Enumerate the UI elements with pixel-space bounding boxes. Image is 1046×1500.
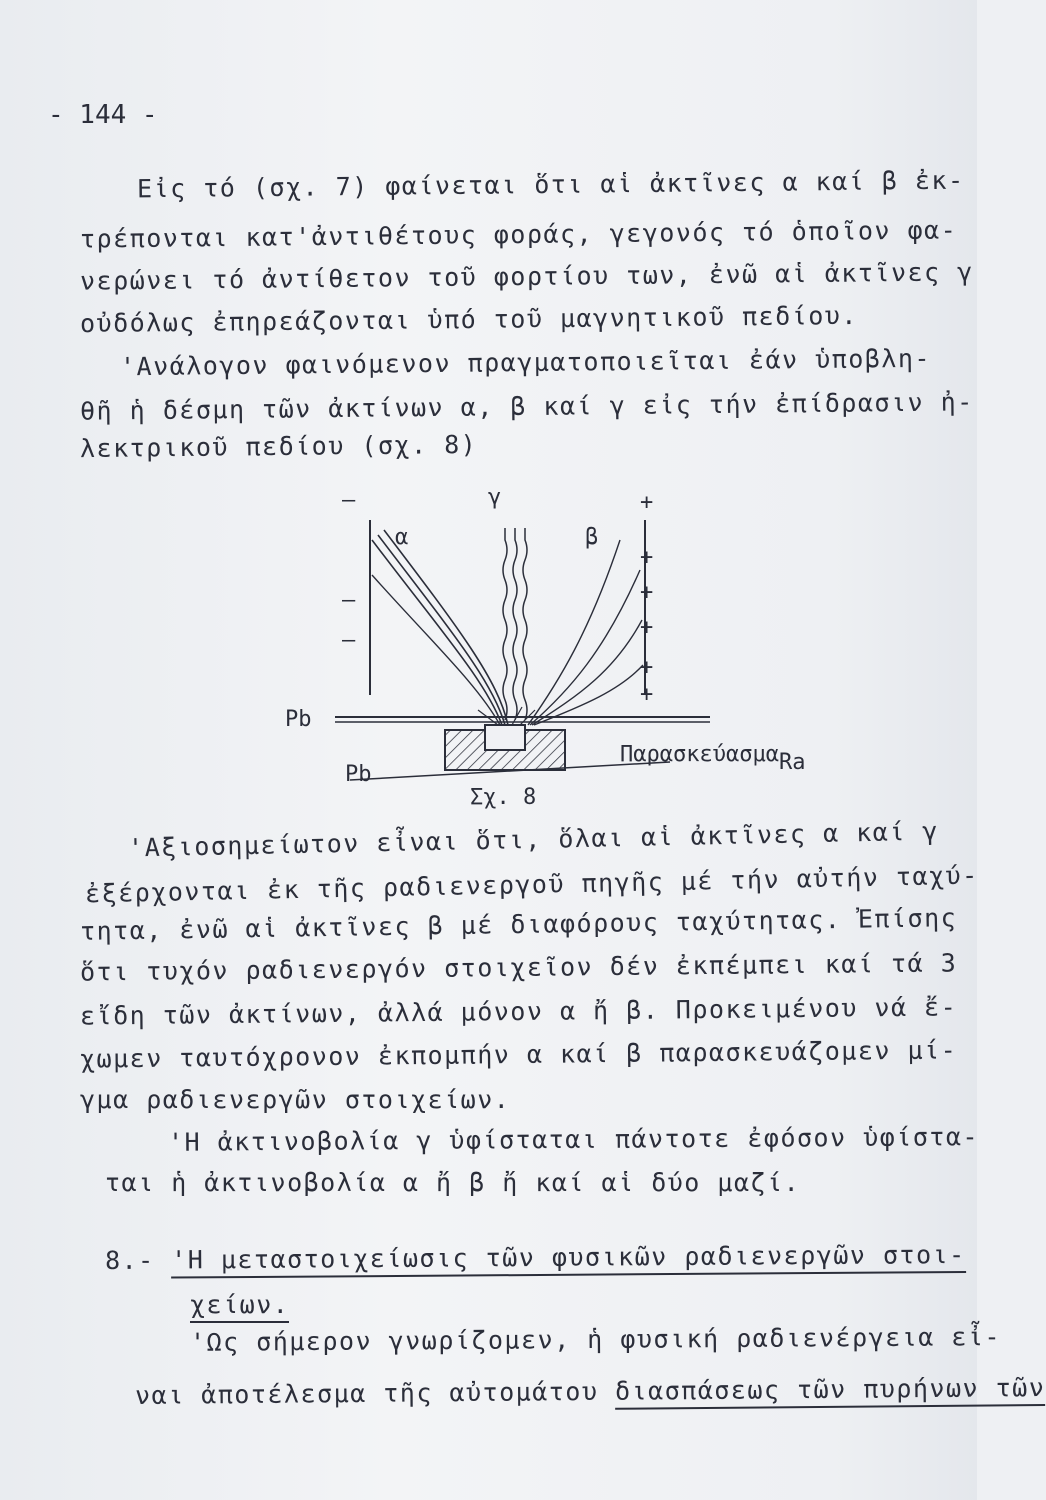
section-heading-continued (190, 1290, 289, 1319)
figure-8-diagram (270, 480, 850, 810)
text-line: ται ἡ ἀκτινοβολία α ἤ β ἤ καί αἱ δύο μαζί. (105, 1168, 801, 1197)
beta-ray (532, 620, 642, 725)
plus-sign: + (640, 615, 654, 640)
gamma-ray (503, 528, 507, 720)
section-title-continued: χείων. (190, 1290, 289, 1323)
alpha-ray (372, 540, 502, 725)
text-line: ὅτι τυχόν ραδιενεργόν στοιχεῖον δέν ἐκπέμπει καί τά 3 (79, 948, 958, 987)
section-number: 8.- (104, 1245, 155, 1276)
text-line: 'Ως σήμερον γνωρίζομεν, ἡ φυσική ραδιενέργεια εἶ- (189, 1322, 1002, 1357)
plus-sign: + (640, 655, 654, 680)
text-line: 'Η ἀκτινοβολία γ ὑφίσταται πάντοτε ἐφόσον ὑφίστα- (167, 1122, 980, 1157)
text-line: τητα, ἐνῶ αἱ ἀκτῖνες β μέ διαφόρους ταχύτητας. Ἐπίσης (79, 903, 958, 946)
minus-sign: — (342, 628, 356, 653)
text-line: θῆ ἡ δέσμη τῶν ἀκτίνων α, β καί γ εἰς τήν ἐπίδρασιν ἠ- (79, 387, 974, 426)
text-line: γμα ραδιενεργῶν στοιχείων. (80, 1085, 511, 1114)
text-line: ἐξέρχονται ἐκ τῆς ραδιενεργοῦ πηγῆς μέ τήν αὐτήν ταχύ- (84, 860, 979, 909)
text-line: 'Αξιοσημείωτον εἶναι ὅτι, ὅλαι αἱ ἀκτῖνες α καί γ (127, 816, 940, 863)
text-line: τρέπονται κατ'ἀντιθέτους φοράς, γεγονός τό ὁποῖον φα- (79, 215, 958, 254)
text-line: χωμεν ταυτόχρονον ἐκπομπήν α καί β παρασκευάζομεν μί- (79, 1035, 958, 1074)
text-line: εἴδη τῶν ἀκτίνων, ἀλλά μόνον α ἤ β. Προκειμένου νά ἔ- (79, 992, 958, 1031)
text-line: 'Ανάλογον φαινόμενον πραγματοποιεῖται ἐάν ὑποβλη- (119, 343, 932, 382)
figure-caption: Σχ. 8 (470, 785, 537, 810)
text-line: Εἰς τό (σχ. 7) φαίνεται ὅτι αἱ ἀκτῖνες α καί β ἐκ- (136, 165, 965, 204)
plus-sign: + (640, 682, 654, 707)
pb-label-upper: Pb (285, 707, 312, 732)
gamma-ray (523, 528, 527, 720)
source-label: ΠαρασκεύασμαRa (620, 742, 806, 775)
text-line: οὐδόλως ἐπηρεάζονται ὑπό τοῦ μαγνητικοῦ πεδίου. (79, 300, 859, 339)
pb-label-lower: Pb (345, 762, 372, 787)
section-heading (105, 1240, 966, 1275)
alpha-ray (384, 530, 508, 725)
section-title: 'Η μεταστοιχείωσις τῶν φυσικῶν ραδιενεργῶν στοι- (171, 1240, 966, 1279)
plus-sign: + (640, 580, 654, 605)
alpha-ray (372, 575, 500, 725)
minus-sign: — (342, 588, 356, 613)
minus-sign: — (342, 488, 356, 513)
gamma-ray (513, 528, 517, 720)
text-line: ναι ἀποτέλεσμα τῆς αὐτομάτου διασπάσεως τῶν πυρήνων τῶν (134, 1373, 1046, 1410)
text-line: λεκτρικοῦ πεδίου (σχ. 8) (79, 429, 478, 464)
beta-label: β (585, 525, 599, 550)
page-number: - 144 - (48, 100, 158, 130)
plus-sign: + (640, 545, 654, 570)
text-line: νερώνει τό ἀντίθετον τοῦ φορτίου των, ἐνῶ αἱ ἀκτῖνες γ (79, 257, 974, 296)
beta-ray (530, 570, 640, 725)
underlined-phrase: διασπάσεως τῶν πυρήνων τῶν (615, 1373, 1046, 1410)
source-cavity (485, 725, 525, 750)
alpha-label: α (395, 525, 409, 550)
gamma-label: γ (488, 485, 502, 510)
plus-sign: + (640, 490, 654, 515)
